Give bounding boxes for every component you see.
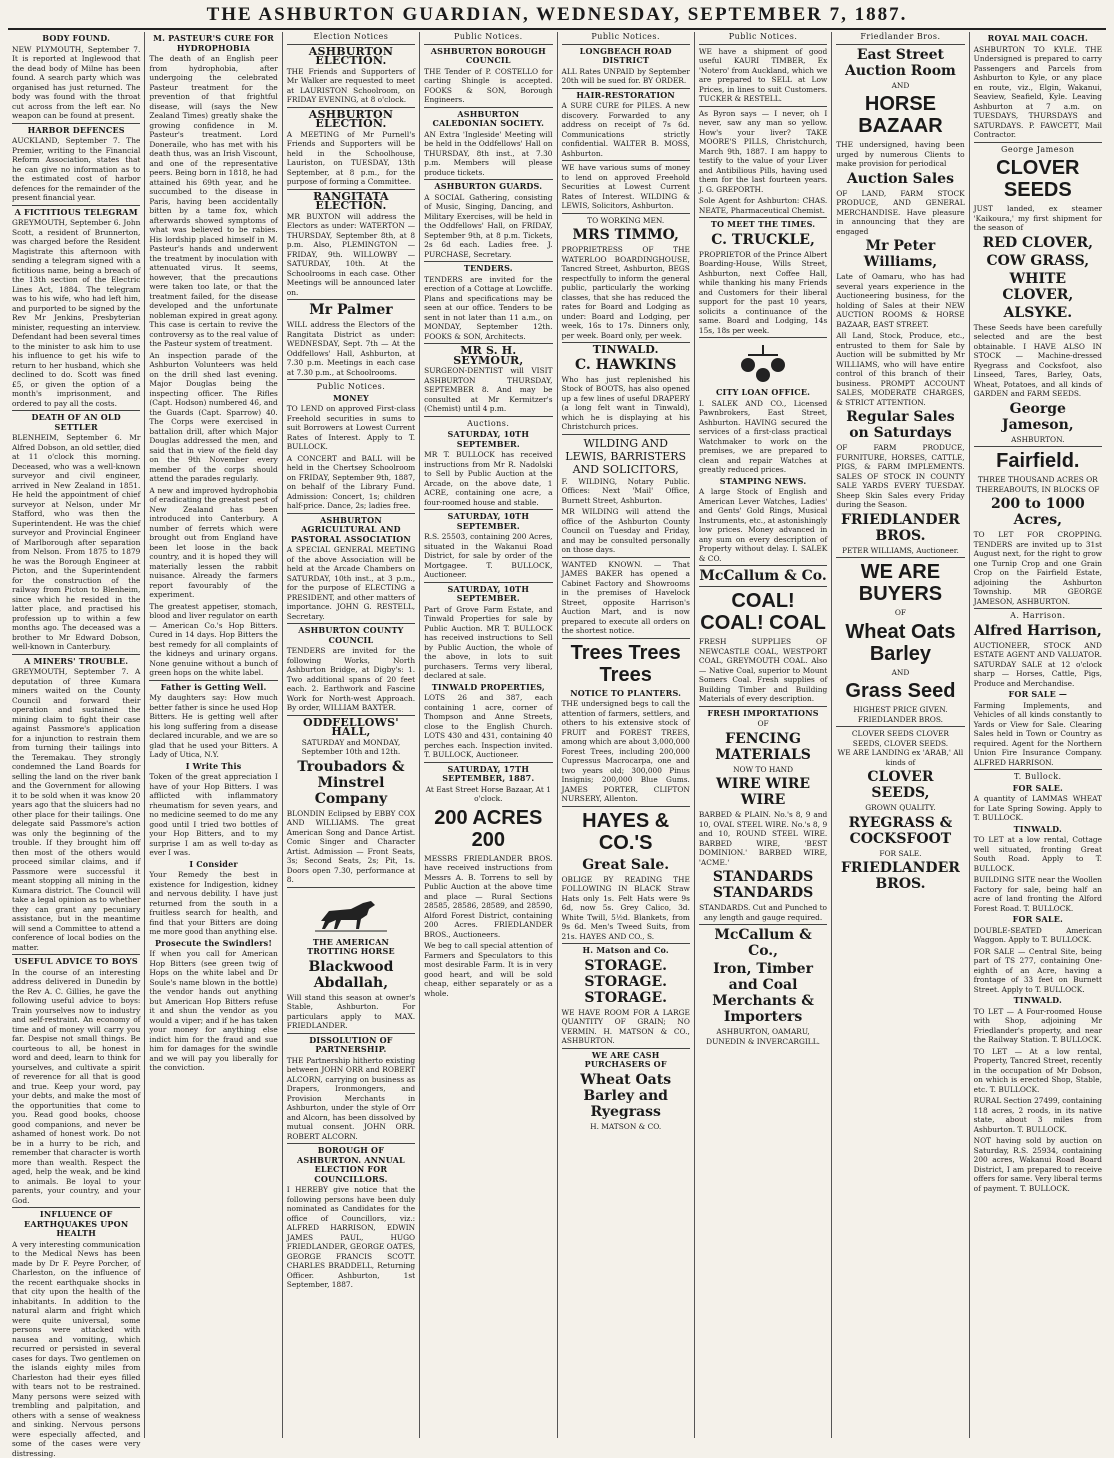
notice-text: NOW TO HAND — [699, 765, 827, 775]
display-heading: C. TRUCKLE, — [699, 232, 827, 248]
notice-text: Farming Implements, and Vehicles of all kinds constantly to Yards or View for Sale. Clearing Sales held in Town or Country as required. Agent for the Northern Union Fire Insurance Company. ALFRED HARRISON. — [974, 701, 1102, 768]
divider — [424, 416, 552, 417]
display-heading: Mr Palmer — [287, 302, 415, 318]
section-label: George Jameson — [974, 145, 1102, 155]
divider — [12, 954, 140, 955]
display-heading: WILDING AND LEWIS, BARRISTERS AND SOLICITORS, — [562, 437, 690, 476]
notice-text: THE Friends and Supporters of Mr Walker are requested to meet at LAURISTON Schoolroom, on FRIDAY EVENING, at 8 o'clock. — [287, 67, 415, 105]
column-3 — [283, 32, 420, 1438]
display-heading: COW GRASS, — [974, 253, 1102, 269]
divider — [836, 557, 964, 558]
headline: WE ARE CASH PURCHASERS OF — [562, 1051, 690, 1070]
notice-text: TENDERS are invited for the following Works, North Ashburton Bridge, at Digby's: 1. Two additional spans of 20 feet each. 2. Earthwork and Fascine Work for North-west Approach. By order, WILLIAM BAXTER. — [287, 646, 415, 713]
headline: TINWALD PROPERTIES, — [424, 683, 552, 693]
divider — [287, 513, 415, 514]
notice-text: We beg to call special attention of Farmers and Speculators to this most desirable Farm. It is in very good heart, and will be sold cheap, either separately or as a whole. — [424, 941, 552, 998]
notice-text: SATURDAY and MONDAY, September 10th and 12th. — [287, 738, 415, 757]
divider — [562, 88, 690, 89]
headline: A MINERS' TROUBLE. — [12, 657, 140, 667]
headline: FOR SALE — — [974, 690, 1102, 700]
headline: SATURDAY, 17TH SEPTEMBER, 1887. — [424, 765, 552, 784]
divider — [424, 762, 552, 763]
divider — [562, 557, 690, 558]
headline: DISSOLUTION OF PARTNERSHIP. — [287, 1036, 415, 1055]
notice-text: PROPRIETOR of the Prince Albert Boarding-House, Wills Street, Ashburton, next Coffee Hall, while thanking his many Friends and Customers for their liberal support for the past 10 years, solicits a continuance of the same. Board and Lodging, 14s 15s, 18s per week. — [699, 250, 827, 336]
notice-text: BLONDIN Eclipsed by EBBY COX AND WILLIAMS. The great American Song and Dance Artist. Comic Singer and Character Artist. Admission — Front Seats, 3s; Second Seats, 2s; Pit, 1s. Doors open 7.30, performance at 8. — [287, 809, 415, 885]
notice-text: A CONCERT and BALL will be held in the Chertsey Schoolroom on FRIDAY, September 9th, 1887, on behalf of the Library Fund. Admission: Concert, 1s; children half-price. Dance, 2s; ladies free. — [287, 454, 415, 511]
headline: TINWALD. — [974, 825, 1102, 835]
headline: BODY FOUND. — [12, 34, 140, 44]
notice-text: THE Partnership hitherto existing between JOHN ORR and ROBERT ALCORN, carrying on business as Drapers, Ironmongers, and Provision Merchants in Ashburton, under the style of Orr and Alcorn, has been dissolved by mutual consent. JOHN ORR. ROBERT ALCORN. — [287, 1056, 415, 1142]
headline: FOR SALE. — [974, 915, 1102, 925]
notice-text: PETER WILLIAMS, Auctioneer. — [836, 546, 964, 556]
divider — [562, 213, 690, 214]
notice-text: TENDERS are invited for the erection of a Cottage at Lowcliffe. Plans and specifications may be seen at our office. Tenders to be sent in not later than 11 a.m., on MONDAY, September 12th. FOOKS & SON, Architects. — [424, 275, 552, 342]
masthead — [8, 4, 1106, 30]
notice-text: I. SALEK AND CO., Licensed Pawnbrokers, East Street, Ashburton. HAVING secured the services of a first-class practical Watchmaker to work on the premises, we are prepared to clean and repair Watches at greatly reduced prices. — [699, 399, 827, 475]
display-heading: WE ARE BUYERS — [836, 561, 964, 605]
column-8 — [970, 32, 1106, 1438]
display-heading: RED CLOVER, — [974, 235, 1102, 251]
headline: TO MEET THE TIMES. — [699, 220, 827, 230]
divider — [562, 44, 690, 45]
divider — [562, 943, 690, 944]
article-text: Your Remedy the best in existence for Indigestion, kidney and nervous debility. I have just returned from the south in a fruitless search for health, and find that your Bitters are doing me more good than anything else. — [149, 870, 277, 937]
notice-text: A quantity of LAMMAS WHEAT for Late Spring Sowing. Apply to T. BULLOCK. — [974, 794, 1102, 823]
divider — [424, 582, 552, 583]
notice-text: PROPRIETRESS OF THE WATERLOO BOARDINGHOUSE, Tancred Street, Ashburton, BEGS respectfully to inform the general public, particularly the working classes, that she has reduced the rates for Board and Lodging as under: Board and Lodging, per week, 16s to 17s. Dinners only, per week. Board only, per week. — [562, 245, 690, 340]
headline: Prosecute the Swindlers! — [149, 939, 277, 949]
notice-text: TO WORKING MEN. — [562, 216, 690, 226]
notice-text: ALL Rates UNPAID by September 20th will be sued for. BY ORDER. — [562, 67, 690, 86]
notice-text: OBLIGE BY READING THE FOLLOWING IN BLACK Straw Hats only 1s. Felt Hats were 9s 6d, now 5s. Grey Calico, 3d. White Twill, 5½d. Blankets, from 9s 6d. Men's Tweed Suits, from 21s. HAYES AND CO., S. — [562, 875, 690, 942]
notice-text: OF LAND, FARM STOCK PRODUCE, AND GENERAL MERCHANDISE. Have pleasure in announcing that they are engaged — [836, 189, 964, 237]
display-heading: Wheat Oats Barley — [836, 621, 964, 665]
divider — [974, 769, 1102, 770]
display-heading: C. HAWKINS — [562, 357, 690, 373]
newspaper-title: THE ASHBURTON GUARDIAN, WEDNESDAY, SEPTEMBER 7, 1887. — [8, 4, 1106, 26]
notice-text: STANDARDS. Cut and Punched to any length and gauge required. — [699, 903, 827, 922]
divider — [562, 638, 690, 639]
notice-text: All Land, Stock, Produce, etc., entrusted to them for Sale by Auction will be submitted by Mr WILLIAMS, who will have entire control of this branch of their business. PROMPT ACCOUNT SALES, MODERATE CHARGES, & STRICT ATTENTION. — [836, 331, 964, 407]
display-heading: WHITE CLOVER, — [974, 271, 1102, 303]
headline: ASHBURTON BOROUGH COUNCIL — [424, 47, 552, 66]
notice-text: BARBED & PLAIN. No.'s 8, 9 and 10, OVAL STEEL WIRE. No.'s 8, 9 and 10, ROUND STEEL WIRE. BARBED WIRE, 'BEST DOMINION.' BARBED WIRE, 'ACME.' — [699, 810, 827, 867]
pawnbroker-icon — [738, 343, 788, 383]
headline: M. PASTEUR'S CURE FOR HYDROPHOBIA — [149, 34, 277, 53]
notice-text: A SPECIAL GENERAL MEETING of the above Association will be held at the Arcade Chambers on SATURDAY, 10th inst., at 3 p.m., for the purpose of ELECTING a PRESIDENT, and other matters of importance. JOHN G. RESTELL, Secretary. — [287, 545, 415, 621]
notice-text: WANTED KNOWN. — That JAMES BAKER has opened a Cabinet Factory and Showrooms in the premises of Havelock Street, opposite Harrison's Auction Mart, and is now prepared to execute all orders on the shortest notice. — [562, 560, 690, 636]
display-heading: FRIEDLANDER BROS. — [836, 860, 964, 892]
headline: RANGITATA ELECTION. — [287, 192, 415, 211]
article-text: NEW PLYMOUTH, September 7. It is reported at Inglewood that the dead body of Milne has been found. A search party which was organised has just returned. The body was found with the throat cut across from the left ear. No weapon can be found at present. — [12, 45, 140, 121]
notice-text: A MEETING of Mr Purnell's Friends and Supporters will be held in the Schoolhouse, Lauriston, on TUESDAY, 13th September, at 8 p.m., for the purpose of forming a Committee. — [287, 130, 415, 187]
notice-text: SURGEON-DENTIST will VISIT ASHBURTON THURSDAY, SEPTEMBER 8. And may be consulted at Mr Kermitzer's (Chemist) until 4 p.m. — [424, 366, 552, 414]
display-heading: 200 to 1000 Acres, — [974, 496, 1102, 528]
notice-text: TO LET — At a low rental, Property, Tancred Street, recently in the occupation of Mr Dobson, on which is erected Shop, Stable, etc. T. BULLOCK. — [974, 1047, 1102, 1095]
divider — [149, 680, 277, 681]
divider — [974, 608, 1102, 609]
headline: THE AMERICAN TROTTING HORSE — [287, 938, 415, 957]
notice-text: OF — [699, 719, 827, 729]
article-text: AUCKLAND, September 7. The Premier, writing to the Financial Reform Association, states that he can give no information as to the estimated cost of harbor defences for the remainder of the present financial year. — [12, 136, 140, 203]
headline: NOTICE TO PLANTERS. — [562, 689, 690, 699]
notice-text: MR BUXTON will address the Electors as under: WATERTON — THURSDAY, September 8th, at 8 p.m. Also, PLEMINGTON — FRIDAY, 9th. WILLOWBY — SATURDAY, 10th. At the Schoolrooms in each case. Other Meetings will be announced later on. — [287, 212, 415, 298]
display-heading: HORSE BAZAAR — [836, 93, 964, 137]
display-heading: ALSYKE. — [974, 305, 1102, 321]
display-heading: RYEGRASS & COCKSFOOT — [836, 815, 964, 847]
display-heading: McCallum & Co. — [699, 568, 827, 584]
column-4 — [420, 32, 557, 1438]
article-text: If when you call for American Hop Bitters (see green twig of Hops on the white label and Dr Soule's name blown in the bottle) the vendor hands out anything but American Hop Bitters refuse it and shun the vendor as you would a viper; and if he has taken your money for anything else indict him for the fraud and sue him for damages for the swindle and we will pay you liberally for the conviction. — [149, 949, 277, 1073]
notice-text: Late of Oamaru, who has had several years experience in the Auctioneering business, for the holding of Sales at their NEW AUCTION ROOMS & HORSE BAZAAR, EAST STREET. — [836, 272, 964, 329]
notice-text: Part of Grove Farm Estate, and Tinwald Properties for sale by Public Auction. MR T. BULLOCK has received instructions to Sell by Public Auction, the whole of the above, in lots to suit purchasers. Terms very liberal, declared at sale. — [424, 605, 552, 681]
notice-text: JUST landed, ex steamer 'Kaikoura,' my first shipment for the season of — [974, 204, 1102, 233]
headline: ASHBURTON COUNTY COUNCIL — [287, 626, 415, 645]
notice-text: GROWN QUALITY. — [836, 803, 964, 813]
notice-text: WE have a shipment of good useful KAURI TIMBER, Ex 'Notero' from Auckland, which we are prepared to SELL at Low Prices, in lines to suit Customers. TUCKER & RESTELL. — [699, 47, 827, 104]
display-heading: Wheat Oats Barley and Ryegrass — [562, 1072, 690, 1120]
notice-text: Sole Agent for Ashburton: CHAS. NEATE, Pharmaceutical Chemist. — [699, 196, 827, 215]
section-label: Friedlander Bros. — [836, 32, 964, 42]
headline: MONEY — [287, 394, 415, 404]
headline: USEFUL ADVICE TO BOYS — [12, 957, 140, 967]
divider — [12, 410, 140, 411]
notice-text: RURAL Section 27499, containing 118 acres, 2 roods, in its native state, about 3 miles from Ashburton. T. BULLOCK. — [974, 1096, 1102, 1134]
display-heading: Blackwood Abdallah, — [287, 959, 415, 991]
display-heading: Alfred Harrison, — [974, 623, 1102, 639]
divider — [424, 509, 552, 510]
notice-text: TO LET FOR CROPPING. TENDERS are invited up to 31st August next, for the right to grow one Turnip Crop and one Grain Crop on the Fairfield Estate, adjoining the Ashburton Township. MR GEORGE JAMESON, ASHBURTON. — [974, 530, 1102, 606]
notice-text: WILL address the Electors of the Rangitata District as under: WEDNESDAY, Sept. 7th — At the Oddfellows' Hall, Ashburton, at 7.30 p.m. Meetings in each case at 7.30 p.m., at Schoolrooms. — [287, 320, 415, 377]
notice-text: R.S. 25503, containing 200 Acres, situated in the Wakanui Road District, for sale by order of the Mortgagee. T. BULLOCK, Auctioneer. — [424, 532, 552, 580]
headline: SATURDAY, 10TH SEPTEMBER. — [424, 430, 552, 449]
notice-text: ASHBURTON. — [974, 435, 1102, 445]
display-heading: Fairfield. — [974, 450, 1102, 472]
display-heading: Grass Seed — [836, 680, 964, 702]
divider — [974, 446, 1102, 447]
divider — [974, 142, 1102, 143]
headline: TENDERS. — [424, 264, 552, 274]
notice-text: A SOCIAL Gathering, consisting of Music, Singing, Dancing, and Military Exercises, will be held in the Oddfellows' Hall, on FRIDAY, September 9th, at 8 p.m. Tickets, 2s 6d each. Ladies free. J. PURCHASE, Secretary. — [424, 193, 552, 260]
display-heading: CLOVER SEEDS, — [836, 769, 964, 801]
article-text: The greatest appetiser, stomach, blood and liver regulator on earth — American Co.'s Hop Bitters. Cured in 14 days. Hop Bitters the best remedy for all complaints of the kidneys and urinary organs. None genuine without a bunch of green hops on the white label. — [149, 602, 277, 678]
headline: ASHBURTON AGRICULTURAL AND PASTORAL ASSOCIATION — [287, 516, 415, 545]
notice-text: TO LEND on approved First-class Freehold securities in sums to suit Borrowers at Lowest Current Rates of Interest. Apply to T. BULLOCK. — [287, 404, 415, 452]
headline: FRESH IMPORTATIONS — [699, 709, 827, 719]
divider — [12, 1207, 140, 1208]
article-text: The death of an English peer from hydrophobia, after undergoing the celebrated Pasteur treatment for the prevention of that frightful disease, will (says the New Zealand Times) greatly shake the growing confidence in M. Pasteur's treatment. Lord Doneraile, who has met with his death thus, was an Irish Viscount, and one of the representative peers. Being born in 1818, he had attained his 69th year, and he succumbed to the disease in Paris, having been accidentally bitten by a tame fox, which afterwards showed symptoms of what was believed to be rabies. His lordship placed himself in M. Pasteur's hands and underwent the treatment by inoculation with attenuated virus. It seems, however, that the precautions were taken too late, or that the treatment failed, for the disease developed and the unfortunate nobleman expired in great agony. This case is certain to revive the controversy as to the real value of the Pasteur system of treatment. — [149, 54, 277, 349]
article-text: In the course of an interesting address delivered in Dunedin by the Rev A. C. Gillies, he gave the following useful advice to boys: Train yourselves now to industry and self-restraint. An economy of time and of money will carry you far. Despise not small things. Be courteous to all, be honest in word and deed, learn to think for yourselves, and cultivate a spirit of reverence for all that is good and true. Keep your word, pay your debts, and make the most of the opportunities that come to you. Read good books, choose good companions, and never be ashamed of honest work. Do not be in a hurry to be rich, and remember that character is worth more than wealth. Respect the aged, help the weak, and be kind to animals. Be loyal to your parents, your country, and your God. — [12, 968, 140, 1206]
divider — [562, 806, 690, 807]
notice-text: OF — [836, 608, 964, 618]
headline: HAIR-RESTORATION — [562, 91, 690, 101]
horse-icon — [311, 893, 391, 933]
notice-text: At East Street Horse Bazaar, At 1 o'clock. — [424, 785, 552, 804]
headline: ROYAL MAIL COACH. — [974, 34, 1102, 44]
column-1 — [8, 32, 145, 1438]
notice-text: MESSRS FRIEDLANDER BROS. have received instructions from Messrs A. B. Torrens to sell by Public Auction at the above time and place — Rural Sections 28585, 28586, 28589, and 28590, Alford Forest District, containing 200 Acres. FRIEDLANDER BROS., Auctioneers. — [424, 854, 552, 940]
notice-text: FRESH SUPPLIES OF NEWCASTLE COAL, WESTPORT COAL, GREYMOUTH COAL. Also — Native Coal, superior to Mount Somers Coal. Fresh supplies of Building Timber and Building Materials of every description. — [699, 637, 827, 704]
section-label: T. Bullock. — [974, 772, 1102, 782]
headline: BOROUGH OF ASHBURTON. ANNUAL ELECTION FOR COUNCILLORS. — [287, 1146, 415, 1184]
notice-text: F. WILDING, Notary Public. Offices: Next 'Mail' Office, Burnett Street, Ashburton. — [562, 477, 690, 506]
article-text: BLENHEIM, September 6. Mr Alfred Dobson, an old settler, died at 11 o'clock this morning. Deceased, who was a well-known surveyor and civil engineer, arrived in New Zealand in 1851. He held the appointment of chief surveyor at Nelson, under Mr Stafford, who was then the Superintendent. He was the chief surveyor and Provincial Engineer of Marlborough after separation from Nelson. From 1875 to 1879 he was the Borough Engineer at Picton, and the Superintendent for the construction of the railway from Picton to Blenheim, since which he resided in the latter place, and practised his profession up to within a few months ago. The deceased was a brother to Mr Edward Dobson, well-known in Canterbury. — [12, 433, 140, 652]
section-label: Public Notices. — [562, 32, 690, 42]
section-label: A. Harrison. — [974, 611, 1102, 621]
divider — [836, 726, 964, 727]
article-text: GREYMOUTH, September 7. A deputation of three Kumara miners waited on the County Council and forward their operation and sustained the mining claim to fight their case against Passmore's application for a injunction to restrain them from turning their tailings into the Teremakau. They strongly condemned the Land Boards for selling the land on the river bank and the Government for allowing it to be sold when it was know 20 years ago that the sluicers had no other place for their tailings. One delegate said Passmore's action was only the beginning of the trouble. If they brought him off then most of the others would proceed similar claims, and if Passmore were successful it meant stopping all mining in the Kumara district. The Council will take a legal opinion as to whether they can grant any pecuniary assistance, but in the meantime will send a Committee to attend a conference of local bodies on the matter. — [12, 667, 140, 952]
notice-text: AND — [836, 668, 964, 678]
divider — [562, 434, 690, 435]
column-5 — [558, 32, 695, 1438]
article-text: A very interesting communication to the Medical News has been made by Dr F. Peyre Porcher, of Charleston, on the influence of the recent earthquake shocks in that city upon the health of the inhabitants. In addition to the natural alarm and fright which were quite universal, some persons were attacked with nausea and vomiting, which recurred or persisted in several cases for days. Two gentlemen on the islands eighty miles from Charleston had their eyes filled with tears not to be restrained. Many persons were seized with trembling and palpitation, and others with a sense of weakness and sinking. Nervous persons were especially affected, and some of the cases were very distressing. — [12, 1240, 140, 1458]
notice-text: H. MATSON & CO. — [562, 1122, 690, 1132]
divider — [562, 1048, 690, 1049]
notice-text: BUILDING SITE near the Woollen Factory for sale, being half an acre of land fronting the Alford Forest Road. T. BULLOCK. — [974, 875, 1102, 913]
divider — [424, 107, 552, 108]
notice-text: WE have various sums of money to lend on approved Freehold Securities at Lowest Current Rates of Interest. WILDING & LEWIS, Solicitors, Ashburton. — [562, 163, 690, 211]
notice-text: MR WILDING will attend the office of the Ashburton County Council on Tuesday and Friday, and may be consulted personally on those days. — [562, 507, 690, 555]
notice-text: A SURE CURE for PILES. A new discovery. Forwarded to any address on receipt of 7s 6d. Communications strictly confidential. WALTER B. MOSS, Ashburton. — [562, 101, 690, 158]
headline: TINWALD. — [562, 345, 690, 355]
display-heading: Iron, Timber and Coal Merchants & Importers — [699, 961, 827, 1025]
headline: ASHBURTON ELECTION. — [287, 110, 415, 129]
headline: FOR SALE. — [974, 784, 1102, 794]
notice-text: TO LET at a low rental, Cottage well situated, fronting Great South Road. Apply to T. BULLOCK. — [974, 835, 1102, 873]
notice-text: These Seeds have been carefully selected and are the best obtainable. I HAVE ALSO IN STOCK — Machine-dressed Ryegrass and Cocksfoot, also Linseed, Tares, Barley, Oats, Wheat, Potatoes, and all kinds of GARDEN and FARM SEEDS. — [974, 323, 1102, 399]
display-heading: FENCING MATERIALS — [699, 731, 827, 763]
pawnbroker-balls-illustration — [699, 341, 827, 385]
headline: HARBOR DEFENCES — [12, 126, 140, 136]
headline: I Consider — [149, 860, 277, 870]
section-label: Public Notices. — [287, 382, 415, 392]
divider — [424, 179, 552, 180]
headline: STAMPING NEWS. — [699, 477, 827, 487]
display-heading: MRS TIMMO, — [562, 227, 690, 243]
display-heading: COAL! COAL! COAL — [699, 590, 827, 634]
display-heading: Auction Sales — [836, 171, 964, 187]
column-6 — [695, 32, 832, 1438]
display-heading: Great Sale. — [562, 857, 690, 873]
notice-text: A large Stock of English and American Lever Watches, Ladies' and Gents' Gold Rings, Musical Instruments, etc., at astonishingly low prices. Money advanced in any sum on every description of Property without delay. I. SALEK & CO. — [699, 487, 827, 563]
notice-text: WE HAVE ROOM FOR A LARGE QUANTITY OF GRAIN; NO VERMIN. H. MATSON & CO., ASHBURTON. — [562, 1008, 690, 1046]
divider — [699, 565, 827, 566]
page-columns — [8, 32, 1106, 1438]
display-heading: Regular Sales on Saturdays — [836, 409, 964, 441]
notice-text: WE ARE LANDING ex 'ARAB,' All kinds of — [836, 748, 964, 767]
headline: MR S. H. SEYMOUR, — [424, 346, 552, 365]
headline: LONGBEACH ROAD DISTRICT — [562, 47, 690, 66]
article-text: Token of the great appreciation I have of your Hop Bitters. I was afflicted with inflammatory rheumatism for seven years, and no medicine seemed to do me any good until I tried two bottles of your Hop Bitters, and to my surprise I am as well to-day as ever I was. — [149, 772, 277, 858]
headline: ASHBURTON ELECTION. — [287, 47, 415, 66]
divider — [287, 299, 415, 300]
divider — [287, 623, 415, 624]
headline: ASHBURTON GUARDS. — [424, 182, 552, 192]
trotting-horse-illustration — [287, 891, 415, 935]
divider — [699, 924, 827, 925]
headline: ASHBURTON CALEDONIAN SOCIETY. — [424, 110, 552, 129]
notice-text: ASHBURTON, OAMARU, DUNEDIN & INVERCARGILL. — [699, 1027, 827, 1046]
divider — [424, 44, 552, 45]
notice-text: ASHBURTON TO KYLE. THE Undersigned is prepared to carry Passengers and Parcels from Ashburton to Kyle, or any place en route, viz., Elgin, Wakanui, Seaview, Seafield, Kyle. Leaving Ashburton at 7 a.m. on TUESDAYS, THURSDAYS and SATURDAYS. P. FAWCETT, Mail Contractor. — [974, 45, 1102, 140]
notice-text: OF FARM PRODUCE, FURNITURE, HORSES, CATTLE, PIGS, & FARM IMPLEMENTS. SALES OF STOCK IN COUNTY SALE YARDS EVERY TUESDAY. Sheep Skin Sales every Friday during the Season. — [836, 443, 964, 510]
headline: SATURDAY, 10TH SEPTEMBER. — [424, 585, 552, 604]
divider — [12, 205, 140, 206]
divider — [699, 106, 827, 107]
headline: SATURDAY, 10TH SEPTEMBER. — [424, 512, 552, 531]
notice-text: MR T. BULLOCK has received instructions from Mr R. Nadolski to Sell by Public Auction at the Arcade, on the above date, 1 ACRE, containing one acre, a four-roomed house and stable. — [424, 450, 552, 507]
headline: DEATH OF AN OLD SETTLER — [12, 413, 140, 432]
display-heading: East Street Auction Room — [836, 47, 964, 79]
headline: H. Matson and Co. — [562, 946, 690, 956]
display-heading: CLOVER SEEDS — [974, 157, 1102, 201]
section-label: Public Notices. — [699, 32, 827, 42]
notice-text: AUCTIONEER, STOCK AND ESTATE AGENT AND VALUATOR. SATURDAY SALE at 12 o'clock sharp — Horses, Cattle, Pigs, Produce and Merchandise. — [974, 641, 1102, 689]
divider — [287, 1143, 415, 1144]
notice-text: Who has just replenished his Stock of BOOTS, has also opened up a few lines of useful DRAPERY (a long felt want in Tinwald), which he is displaying at his Christchurch prices. — [562, 375, 690, 432]
notice-text: THREE THOUSAND ACRES OR THEREABOUTS, IN BLOCKS OF — [974, 475, 1102, 494]
column-2 — [145, 32, 282, 1438]
headline: I Write This — [149, 762, 277, 772]
display-heading: WIRE WIRE WIRE — [699, 776, 827, 808]
notice-text: DOUBLE-SEATED American Waggon. Apply to T. BULLOCK. — [974, 926, 1102, 945]
divider — [12, 123, 140, 124]
headline: A FICTITIOUS TELEGRAM — [12, 208, 140, 218]
display-heading: McCallum & Co., — [699, 927, 827, 959]
notice-text: AND — [836, 81, 964, 91]
notice-text: FOR SALE — Central Site, being part of TS 277, containing One-eighth of an Acre, having a frontage of 33 feet on Burnett Street. Apply to T. BULLOCK. — [974, 947, 1102, 995]
display-heading: George Jameson, — [974, 401, 1102, 433]
headline: TINWALD. — [974, 996, 1102, 1006]
notice-text: Will stand this season at owner's Stable, Ashburton. For particulars apply to MAX. FRIEDLANDER. — [287, 993, 415, 1031]
divider — [287, 379, 415, 380]
divider — [699, 337, 827, 338]
divider — [699, 586, 827, 587]
divider — [699, 706, 827, 707]
divider — [562, 160, 690, 161]
notice-text: CLOVER SEEDS CLOVER SEEDS, CLOVER SEEDS. — [836, 729, 964, 748]
divider — [424, 261, 552, 262]
article-text: An inspection parade of the Ashburton Volunteers was held on the drill shed last evening. Major Douglas being the inspecting officer. The Rifles (Capt. Hodson) numbered 46, and the Guards (Capt. Sparrow) 40. The Corps were exercised in battalion drill, after which Major Douglas addressed the men, and said that in view of the field day on the 9th November every member of the corps should attend the parades regularly. — [149, 351, 277, 484]
notice-text: FOR SALE. — [836, 849, 964, 859]
display-heading: FRIEDLANDER BROS. — [836, 512, 964, 544]
divider — [699, 44, 827, 45]
notice-text: THE Tender of P. COSTELLO for carting Shingle is accepted. FOOKS & SON, Borough Engineers. — [424, 67, 552, 105]
section-label: Election Notices — [287, 32, 415, 42]
article-text: My daughters say: How much better father is since he used Hop Bitters. He is getting well after his long suffering from a disease declared incurable, and we are so glad that he used your Bitters. A Lady of Utica, N.Y. — [149, 693, 277, 760]
notice-text: AN Extra 'Ingleside' Meeting will be held in the Oddfellows' Hall on THURSDAY, 8th inst., at 7.30 p.m. Members will please produce tickets. — [424, 130, 552, 178]
display-heading: STANDARDS STANDARDS — [699, 869, 827, 901]
notice-text: I HEREBY give notice that the following persons have been duly nominated as Candidates for the office of Councillors, viz.: ALFRED HARRISON, EDWIN JAMES PAUL, HUGO FRIEDLANDER, GEORGE OATES, GEORGE FRANCIS SCOTT. CHARLES BRADDELL, Returning Officer. Ashburton, 1st September, 1887. — [287, 1185, 415, 1290]
notice-text: THE undersigned begs to call the attention of farmers, settlers, and others to his extensive stock of FRUIT and FOREST TREES, among which are about 3,000,000 Forest Trees, including 200,000 Cupressus Macrocarpa, one and two years old; 300,000 Pinus Insignis; 200,000 Blue Gums. JAMES PORTER, CLIFTON NURSERY, Allenton. — [562, 699, 690, 804]
display-heading: 200 ACRES 200 — [424, 807, 552, 851]
notice-text: NOT having sold by auction on Saturday, R.S. 25934, containing 200 acres, Wakanui Road Board District, I am prepared to receive offers for same. Very liberal terms of payment. T. BULLOCK. — [974, 1136, 1102, 1193]
display-heading: Mr Peter Williams, — [836, 238, 964, 270]
section-label: Public Notices. — [424, 32, 552, 42]
notice-text: HIGHEST PRICE GIVEN. FRIEDLANDER BROS. — [836, 705, 964, 724]
divider — [287, 1033, 415, 1034]
notice-text: As Byron says — I never, oh I never, saw any man so yellow. How's your liver? TAKE MOORE'S PILLS, Christchurch, March 9th, 1887. I am happy to testify to the value of your Liver and Antibilious Pills, having used them for the last fourteen years. J. G. GREPORTH. — [699, 109, 827, 195]
headline: Father is Getting Well. — [149, 683, 277, 693]
headline: INFLUENCE OF EARTHQUAKES UPON HEALTH — [12, 1210, 140, 1239]
divider — [12, 654, 140, 655]
display-heading: Trees Trees Trees — [562, 642, 690, 686]
headline: ODDFELLOWS' HALL, — [287, 718, 415, 737]
notice-text: THE undersigned, having been urged by numerous Clients to make provision for periodical — [836, 140, 964, 169]
notice-text: TO LET — A Four-roomed House with Shop, adjoining Mr Friedlander's property, and near the Railway Station. T. BULLOCK. — [974, 1007, 1102, 1045]
headline: CITY LOAN OFFICE. — [699, 388, 827, 398]
divider — [699, 217, 827, 218]
display-heading: STORAGE. STORAGE. STORAGE. — [562, 958, 690, 1006]
column-7 — [832, 32, 969, 1438]
article-text: A new and improved hydrophobia of eradicating the greatest pest of New Zealand has been introduced into Canterbury. A number of ferrets which were brought out from England have been let loose in the back country, and it is hoped they will materially lessen the rabbit nuisance. Already the farmers report favourably of the experiment. — [149, 486, 277, 600]
display-heading: HAYES & CO.'S — [562, 810, 690, 854]
article-text: GREYMOUTH, September 6. John Scott, a resident of Brunnerton, was charged before the Resident Magistrate this afternoon with sending a telegram signed with a fictitious name, being a breach of the 13th section of the Electric Lines Act, 1884. The telegram was to his wife, who had left him, and purported to be signed by the Rev Mr Jenkins, Presbyterian minister, requesting an interview. Defendant had been several times to the minister to ask him to use his influence to get his wife to return to her husband, which she declined to do. Scott was fined £5, or given the option of a month's imprisonment, and ordered to pay all the costs. — [12, 218, 140, 408]
divider — [287, 887, 415, 888]
divider — [836, 44, 964, 45]
section-label: Auctions. — [424, 419, 552, 429]
notice-text: LOTS 26 and 387, each containing 1 acre, corner of Thompson and Anne Streets, close to the English Church. LOTS 430 and 431, containing 40 perches each. Inspection invited. T. BULLOCK, Auctioneer. — [424, 693, 552, 760]
display-heading: Troubadors & Minstrel Company — [287, 759, 415, 807]
